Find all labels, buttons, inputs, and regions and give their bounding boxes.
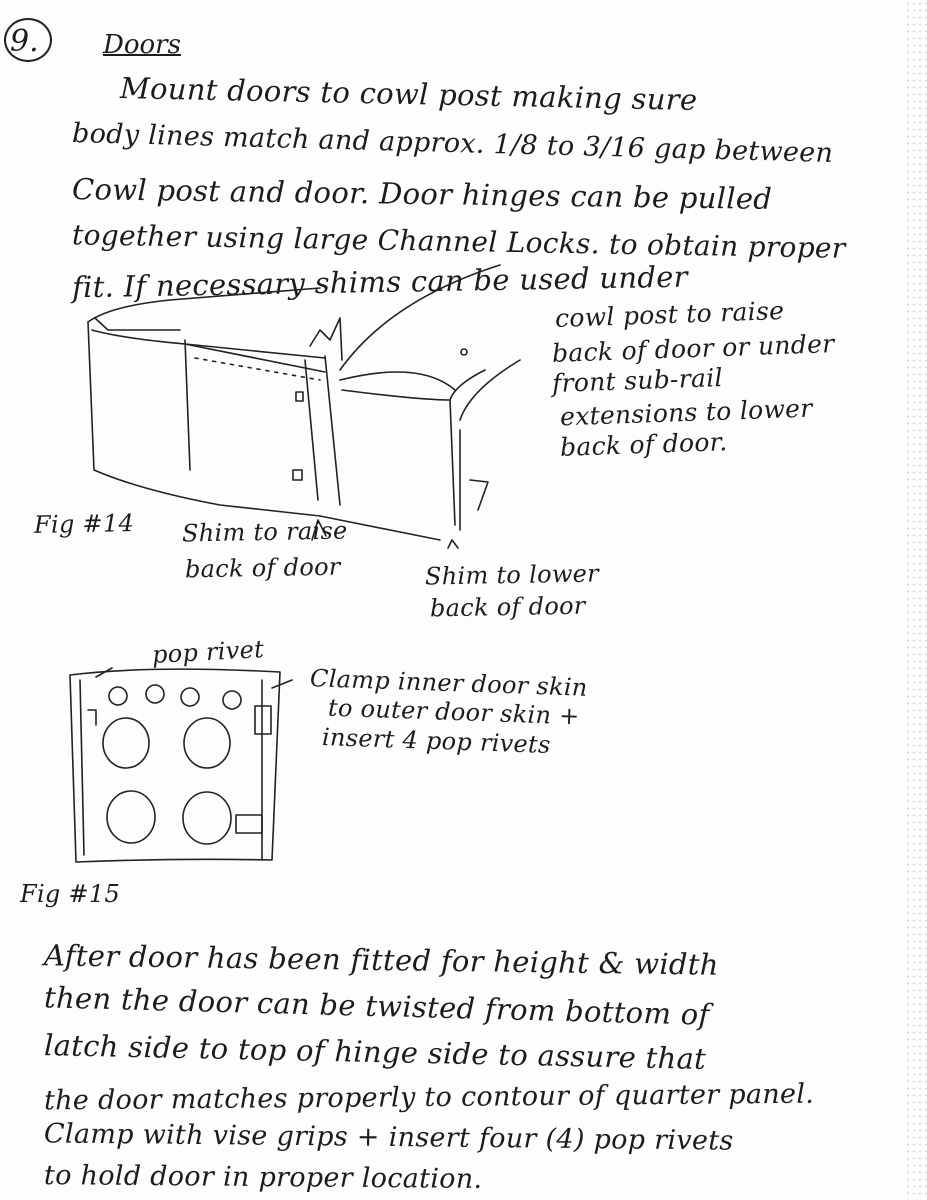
intro-line-2: body lines match and approx. 1/8 to 3/16 gap between <box>71 118 834 169</box>
fig14-callout-lower-line-1: Shim to lower <box>424 559 600 591</box>
fig15-callout-clamp-line-3: insert 4 pop rivets <box>321 723 552 759</box>
fig15-callout-clamp-line-1: Clamp inner door skin <box>309 664 589 702</box>
side-note-line-4: extensions to lower <box>559 393 813 432</box>
closing-line-2: then the door can be twisted from bottom of <box>43 980 710 1032</box>
fig14-callout-raise-line-2: back of door <box>184 552 341 584</box>
intro-line-3: Cowl post and door. Door hinges can be pulled <box>71 172 773 216</box>
fig14-label: Fig #14 <box>33 509 135 539</box>
intro-line-1: Mount doors to cowl post making sure <box>119 70 698 118</box>
fig14-callout-raise-line-1: Shim to raise <box>181 516 348 548</box>
side-note-line-3: front sub-rail <box>551 363 724 398</box>
side-note-line-1: cowl post to raise <box>554 296 785 333</box>
section-title: Doors <box>103 30 181 60</box>
side-note-line-5: back of door. <box>559 427 728 462</box>
closing-line-4: the door matches properly to contour of quarter panel. <box>43 1078 815 1117</box>
closing-line-3: latch side to top of hinge side to assure that <box>43 1028 707 1076</box>
closing-line-1: After door has been fitted for height & width <box>43 938 719 982</box>
closing-line-6: to hold door in proper location. <box>43 1160 483 1195</box>
side-note-line-2: back of door or under <box>551 329 835 368</box>
closing-line-5: Clamp with vise grips + insert four (4) pop rivets <box>43 1118 734 1157</box>
fig15-label: Fig #15 <box>20 880 121 908</box>
section-number-text: 9. <box>10 24 39 59</box>
fig15-callout-clamp-line-2: to outer door skin + <box>327 693 581 731</box>
intro-line-5: fit. If necessary shims can be used under <box>71 259 689 305</box>
intro-line-4: together using large Channel Locks. to obtain proper <box>71 218 846 265</box>
fig15-callout-pop-rivet: pop rivet <box>151 635 265 669</box>
fig14-callout-lower-line-2: back of door <box>429 591 586 623</box>
